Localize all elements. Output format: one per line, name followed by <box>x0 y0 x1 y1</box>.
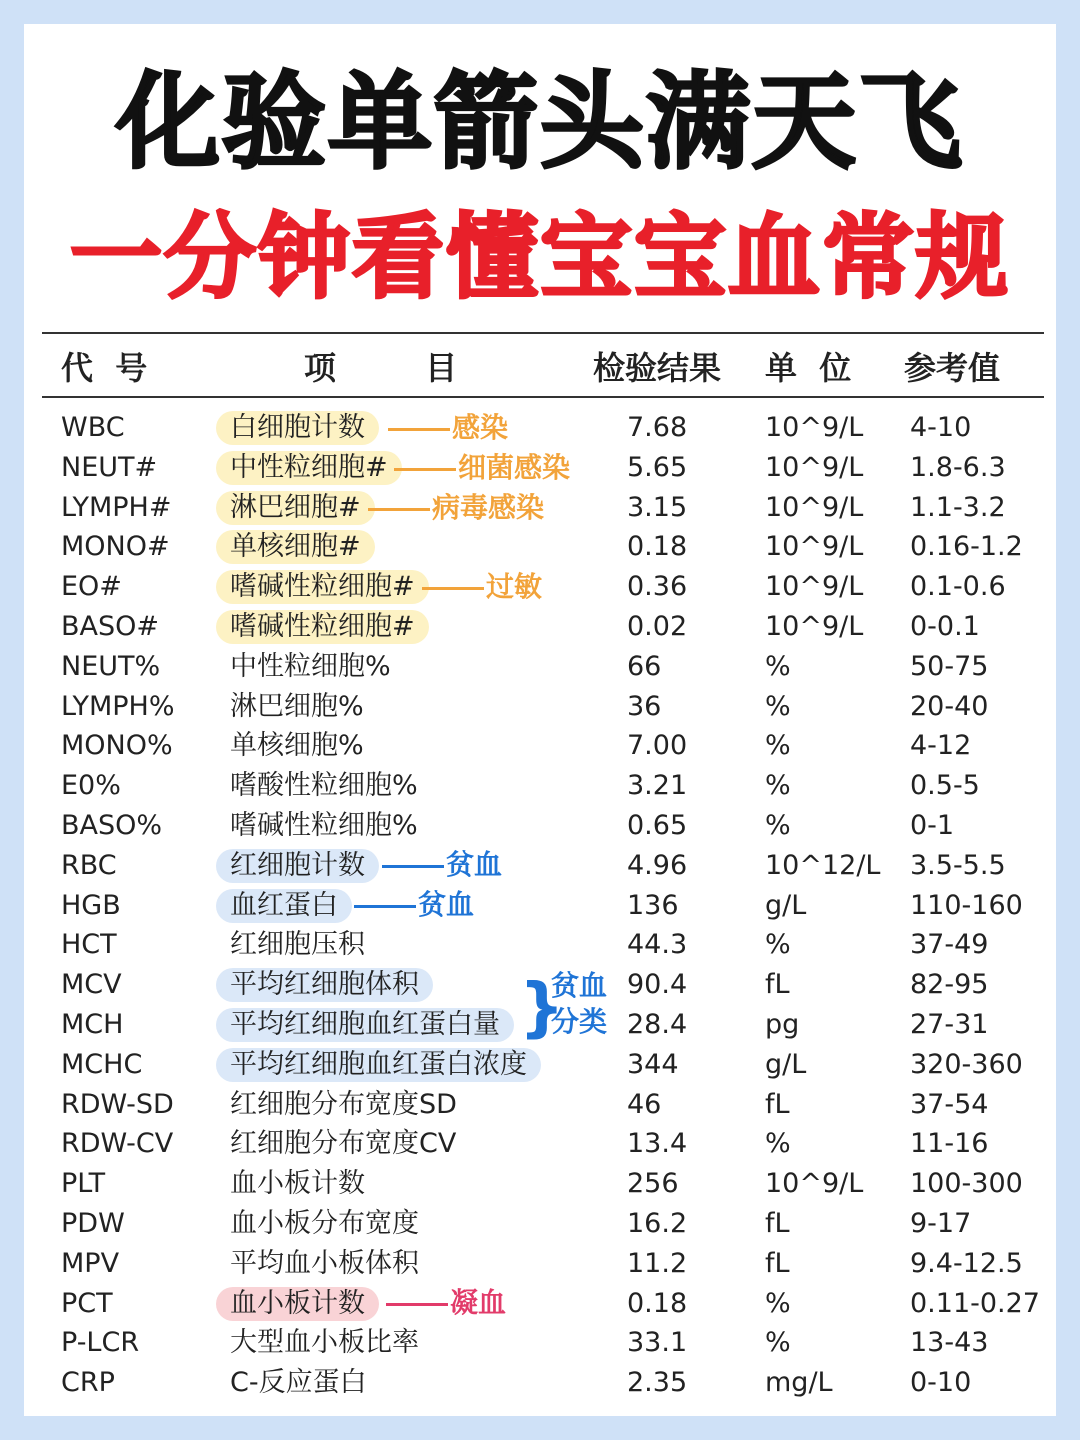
row-code: E0% <box>61 770 121 802</box>
row-unit: 10^9/L <box>765 451 864 483</box>
row-item-name: 单核细胞% <box>230 730 364 762</box>
row-unit: 10^9/L <box>765 412 864 443</box>
row-reference: 0-1 <box>910 809 955 841</box>
row-reference: 0.16-1.2 <box>910 531 1023 563</box>
table-row <box>24 1244 1056 1284</box>
note-viral: 病毒感染 <box>368 488 544 528</box>
note-allergy: 过敏 <box>422 567 542 607</box>
row-reference: 50-75 <box>910 650 989 682</box>
row-code: LYMPH% <box>61 690 175 722</box>
note-infection: 感染 <box>388 408 508 448</box>
row-unit: fL <box>765 969 790 1001</box>
row-reference: 320-360 <box>910 1048 1023 1080</box>
row-unit: fL <box>765 1247 790 1279</box>
row-result: 7.68 <box>627 412 688 443</box>
row-result: 4.96 <box>627 849 688 881</box>
row-reference: 27-31 <box>910 1008 989 1040</box>
row-reference: 37-54 <box>910 1088 989 1120</box>
table-row <box>24 607 1056 647</box>
row-code: MCV <box>61 969 122 1001</box>
row-unit: % <box>765 690 791 722</box>
row-result: 36 <box>627 690 662 722</box>
row-code: MCHC <box>61 1048 143 1080</box>
row-unit: % <box>765 730 791 762</box>
row-item-name: 平均血小板体积 <box>230 1247 419 1279</box>
row-unit: mg/L <box>765 1367 833 1399</box>
row-code: RBC <box>61 849 117 881</box>
row-result: 2.35 <box>627 1367 688 1399</box>
row-item-name: 平均红细胞血红蛋白浓度 <box>216 1048 541 1082</box>
table-row <box>24 1045 1056 1085</box>
content-card <box>24 24 1056 1416</box>
row-item-name: 红细胞分布宽度CV <box>230 1128 457 1160</box>
row-unit: fL <box>765 1207 790 1239</box>
row-unit: g/L <box>765 1048 807 1080</box>
row-reference: 4-10 <box>910 412 972 443</box>
row-result: 11.2 <box>627 1247 688 1279</box>
row-result: 0.65 <box>627 809 688 841</box>
table-row <box>24 1204 1056 1244</box>
row-unit: 10^9/L <box>765 491 864 523</box>
row-reference: 110-160 <box>910 889 1023 921</box>
row-reference: 13-43 <box>910 1327 989 1359</box>
table-row <box>24 925 1056 965</box>
row-code: MPV <box>61 1247 120 1279</box>
row-result: 46 <box>627 1088 662 1120</box>
title-line-1: 化验单箭头满天飞 <box>115 61 964 183</box>
row-code: WBC <box>61 412 125 443</box>
row-code: PLT <box>61 1168 106 1200</box>
row-item-name: 单核细胞# <box>216 530 375 564</box>
row-code: HGB <box>61 889 121 921</box>
row-unit: fL <box>765 1088 790 1120</box>
row-result: 13.4 <box>627 1128 688 1160</box>
row-unit: % <box>765 770 791 802</box>
table-row <box>24 687 1056 727</box>
row-item-name: 平均红细胞血红蛋白量 <box>216 1008 514 1042</box>
row-result: 136 <box>627 889 679 921</box>
table-row <box>24 1124 1056 1164</box>
row-reference: 0.5-5 <box>910 770 980 802</box>
table-row <box>24 1363 1056 1403</box>
row-reference: 0.1-0.6 <box>910 571 1006 603</box>
row-unit: 10^9/L <box>765 1168 864 1200</box>
row-item-name: 大型血小板比率 <box>230 1327 419 1359</box>
table-row <box>24 527 1056 567</box>
row-result: 66 <box>627 650 662 682</box>
row-item-name: 血小板计数 <box>230 1168 365 1200</box>
header-unit: 单 位 <box>765 349 852 387</box>
header-item: 项 目 <box>304 349 458 387</box>
title-line-2: 一分钟看懂宝宝血常规 <box>69 204 1010 311</box>
row-code: NEUT# <box>61 451 158 483</box>
row-item-name: 嗜碱性粒细胞# <box>216 610 429 644</box>
row-code: RDW-CV <box>61 1128 174 1160</box>
row-item-name: C-反应蛋白 <box>230 1367 367 1399</box>
table-row <box>24 886 1056 926</box>
row-reference: 3.5-5.5 <box>910 849 1006 881</box>
row-unit: % <box>765 1128 791 1160</box>
row-reference: 37-49 <box>910 929 989 961</box>
row-unit: % <box>765 1287 791 1319</box>
row-item-name: 淋巴细胞% <box>230 690 364 722</box>
row-code: MONO# <box>61 531 170 563</box>
row-item-name: 白细胞计数 <box>216 411 379 445</box>
row-item-name: 红细胞分布宽度SD <box>230 1088 457 1120</box>
table-row <box>24 1085 1056 1125</box>
note-bacterial: 细菌感染 <box>394 448 570 488</box>
row-code: LYMPH# <box>61 491 172 523</box>
row-unit: g/L <box>765 889 807 921</box>
note-anemia-type: 贫血分类 <box>550 969 607 1038</box>
row-item-name: 血红蛋白 <box>216 889 352 923</box>
row-reference: 1.8-6.3 <box>910 451 1006 483</box>
row-result: 0.18 <box>627 1287 688 1319</box>
row-code: P-LCR <box>61 1327 140 1359</box>
table-row <box>24 846 1056 886</box>
table-row <box>24 806 1056 846</box>
row-reference: 0-10 <box>910 1367 972 1399</box>
row-unit: pg <box>765 1008 800 1040</box>
blood-test-table <box>24 408 1056 1403</box>
row-item-name: 红细胞计数 <box>216 849 379 883</box>
note-coagulation: 凝血 <box>386 1283 506 1323</box>
row-code: CRP <box>61 1367 115 1399</box>
row-reference: 20-40 <box>910 690 989 722</box>
row-code: BASO% <box>61 809 163 841</box>
note-anemia-rbc: 贫血 <box>382 845 502 885</box>
row-code: EO# <box>61 571 122 603</box>
row-unit: % <box>765 809 791 841</box>
table-top-rule <box>42 332 1044 334</box>
row-code: RDW-SD <box>61 1088 174 1120</box>
row-item-name: 中性粒细胞# <box>216 451 402 485</box>
row-item-name: 平均红细胞体积 <box>216 968 433 1002</box>
row-code: NEUT% <box>61 650 161 682</box>
row-unit: 10^12/L <box>765 849 881 881</box>
row-reference: 0-0.1 <box>910 610 980 642</box>
row-item-name: 嗜碱性粒细胞% <box>230 809 418 841</box>
table-row <box>24 1284 1056 1324</box>
row-item-name: 中性粒细胞% <box>230 650 391 682</box>
row-unit: % <box>765 929 791 961</box>
row-reference: 11-16 <box>910 1128 989 1160</box>
table-header-rule <box>42 396 1044 398</box>
row-code: PDW <box>61 1207 125 1239</box>
row-reference: 100-300 <box>910 1168 1023 1200</box>
row-unit: 10^9/L <box>765 571 864 603</box>
row-item-name: 淋巴细胞# <box>216 491 375 525</box>
table-row <box>24 766 1056 806</box>
row-result: 3.15 <box>627 491 688 523</box>
header-ref: 参考值 <box>904 349 1001 387</box>
row-result: 0.18 <box>627 531 688 563</box>
row-item-name: 嗜碱性粒细胞# <box>216 570 429 604</box>
note-anemia-hgb: 贫血 <box>354 885 474 925</box>
row-reference: 82-95 <box>910 969 989 1001</box>
row-result: 0.36 <box>627 571 688 603</box>
row-reference: 9-17 <box>910 1207 972 1239</box>
anemia-brace-icon: } <box>519 971 565 1045</box>
table-row <box>24 1323 1056 1363</box>
row-result: 28.4 <box>627 1008 688 1040</box>
row-reference: 4-12 <box>910 730 972 762</box>
row-result: 3.21 <box>627 770 688 802</box>
row-code: MONO% <box>61 730 173 762</box>
row-unit: 10^9/L <box>765 610 864 642</box>
row-result: 344 <box>627 1048 679 1080</box>
table-row <box>24 1164 1056 1204</box>
row-item-name: 血小板计数 <box>216 1287 379 1321</box>
row-unit: % <box>765 1327 791 1359</box>
row-item-name: 嗜酸性粒细胞% <box>230 770 418 802</box>
row-item-name: 红细胞压积 <box>230 929 365 961</box>
row-item-name: 血小板分布宽度 <box>230 1207 419 1239</box>
table-row <box>24 408 1056 448</box>
row-result: 90.4 <box>627 969 688 1001</box>
row-reference: 0.11-0.27 <box>910 1287 1040 1319</box>
row-result: 5.65 <box>627 451 688 483</box>
row-reference: 1.1-3.2 <box>910 491 1006 523</box>
row-result: 256 <box>627 1168 679 1200</box>
row-code: BASO# <box>61 610 160 642</box>
row-code: MCH <box>61 1008 124 1040</box>
row-code: HCT <box>61 929 117 961</box>
row-result: 44.3 <box>627 929 688 961</box>
row-unit: % <box>765 650 791 682</box>
header-code: 代 号 <box>61 349 148 387</box>
table-row <box>24 647 1056 687</box>
row-result: 16.2 <box>627 1207 688 1239</box>
header-result: 检验结果 <box>593 349 722 387</box>
row-result: 33.1 <box>627 1327 688 1359</box>
row-result: 0.02 <box>627 610 688 642</box>
row-reference: 9.4-12.5 <box>910 1247 1023 1279</box>
row-result: 7.00 <box>627 730 688 762</box>
row-code: PCT <box>61 1287 113 1319</box>
table-row <box>24 726 1056 766</box>
row-unit: 10^9/L <box>765 531 864 563</box>
